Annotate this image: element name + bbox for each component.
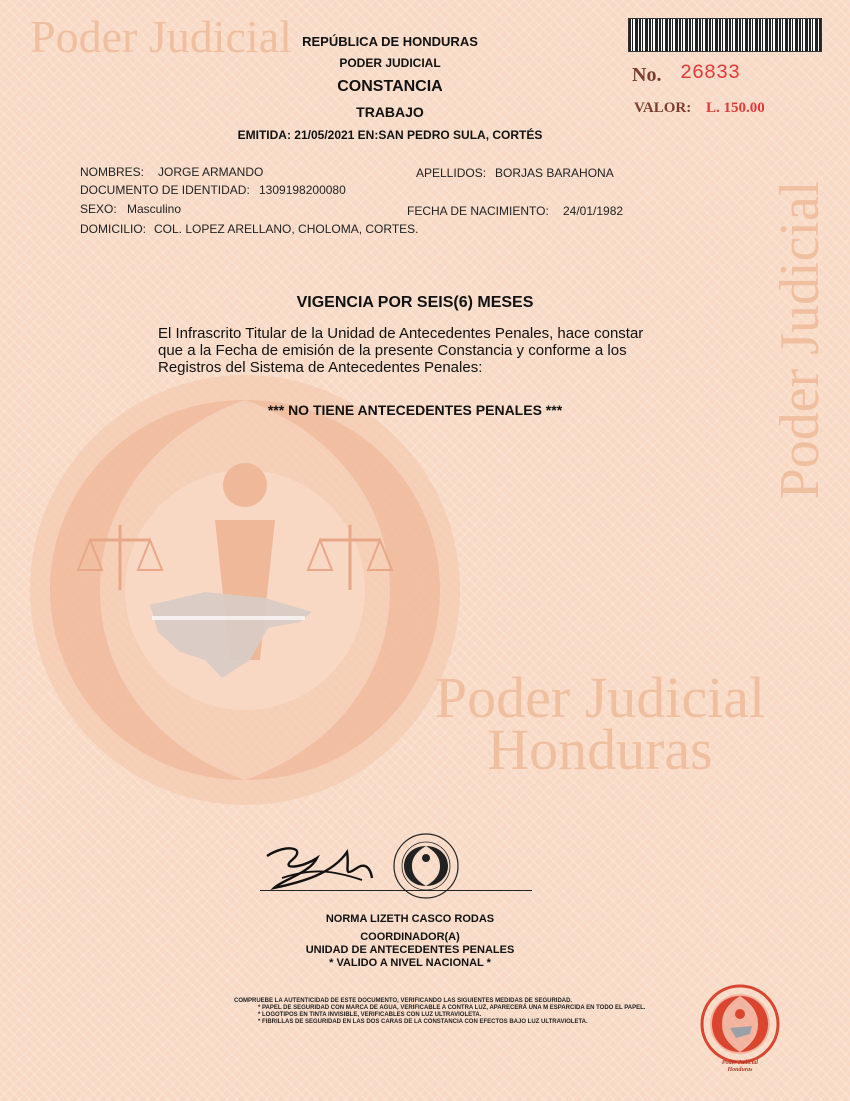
security-footer <box>234 998 674 1026</box>
signatory-unit: UNIDAD DE ANTECEDENTES PENALES <box>305 944 515 956</box>
footer-line-2: * PAPEL DE SEGURIDAD CON MARCA DE AGUA, VERIFICABLE A CONTRA LUZ, APARECERÁ UNA M ESPARCIDA EN TODO EL PAPEL. <box>258 1005 646 1011</box>
signatory-role: COORDINADOR(A) <box>360 931 460 943</box>
validity-title: VIGENCIA POR SEIS(6) MESES <box>296 294 534 311</box>
valor-label: VALOR: <box>634 100 692 116</box>
documento-label: DOCUMENTO DE IDENTIDAD: <box>80 183 250 197</box>
footer-line-3: * LOGOTIPOS EN TINTA INVISIBLE, VERIFICABLES CON LUZ ULTRAVIOLETA. <box>258 1012 482 1018</box>
apellidos-value: BORJAS BARAHONA <box>495 166 614 180</box>
signatory-name: NORMA LIZETH CASCO RODAS <box>325 913 495 925</box>
result-statement: *** NO TIENE ANTECEDENTES PENALES *** <box>267 402 563 418</box>
document-type-title: CONSTANCIA <box>337 78 443 95</box>
body-line-2: que a la Fecha de emisión de la presente Constancia y conforme a los <box>158 342 627 359</box>
signatory-scope: * VALIDO A NIVEL NACIONAL * <box>329 957 491 969</box>
valor-amount: L. 150.00 <box>706 100 765 116</box>
nombres-value: JORGE ARMANDO <box>158 165 264 179</box>
footer-line-1: COMPRUEBE LA AUTENTICIDAD DE ESTE DOCUMENTO, VERIFICANDO LAS SIGUIENTES MEDIDAS DE SEGURIDAD. <box>234 998 573 1004</box>
watermark-bottom-line1: Poder Judicial <box>434 665 766 730</box>
sexo-label: SEXO: <box>80 202 117 216</box>
domicilio-label: DOMICILIO: <box>80 222 147 236</box>
seal-caption-line2: Honduras <box>727 1067 753 1073</box>
domicilio-value: COL. LOPEZ ARELLANO, CHOLOMA, CORTES. <box>154 222 419 236</box>
signature-line <box>260 890 532 891</box>
nacimiento-label: FECHA DE NACIMIENTO: <box>407 204 549 218</box>
barcode-icon <box>628 18 822 52</box>
judicial-emblem-watermark-icon <box>0 360 520 820</box>
watermark-top: Poder Judicial <box>30 11 292 62</box>
certificate-body <box>158 325 678 376</box>
signature-icon <box>262 838 382 898</box>
issued-line: EMITIDA: 21/05/2021 EN:SAN PEDRO SULA, CORTÉS <box>237 128 543 142</box>
body-line-3: Registros del Sistema de Antecedentes Penales: <box>158 359 483 376</box>
apellidos-label: APELLIDOS: <box>416 166 487 180</box>
seal-caption-line1: Poder Judicial <box>721 1060 759 1066</box>
serial-number: 26833 <box>680 62 741 85</box>
purpose-title: TRABAJO <box>356 104 424 120</box>
institution-title: PODER JUDICIAL <box>339 56 441 70</box>
serial-label: No. <box>632 64 662 86</box>
nacimiento-value: 24/01/1982 <box>563 204 624 218</box>
country-title: REPÚBLICA DE HONDURAS <box>302 34 478 49</box>
footer-line-4: * FIBRILLAS DE SEGURIDAD EN LAS DOS CARAS DE LA CONSTANCIA CON EFECTOS BAJO LUZ ULTRAVIOLETA. <box>258 1019 588 1025</box>
watermark-bottom-line2: Honduras <box>487 717 713 782</box>
nombres-label: NOMBRES: <box>80 165 145 179</box>
judicial-seal-icon <box>700 984 780 1064</box>
documento-value: 1309198200080 <box>259 183 346 197</box>
watermark-side: Poder Judicial <box>769 180 831 500</box>
sexo-value: Masculino <box>127 202 182 216</box>
seal-caption <box>700 1060 780 1074</box>
body-line-1: El Infrascrito Titular de la Unidad de Antecedentes Penales, hace constar <box>158 325 644 342</box>
